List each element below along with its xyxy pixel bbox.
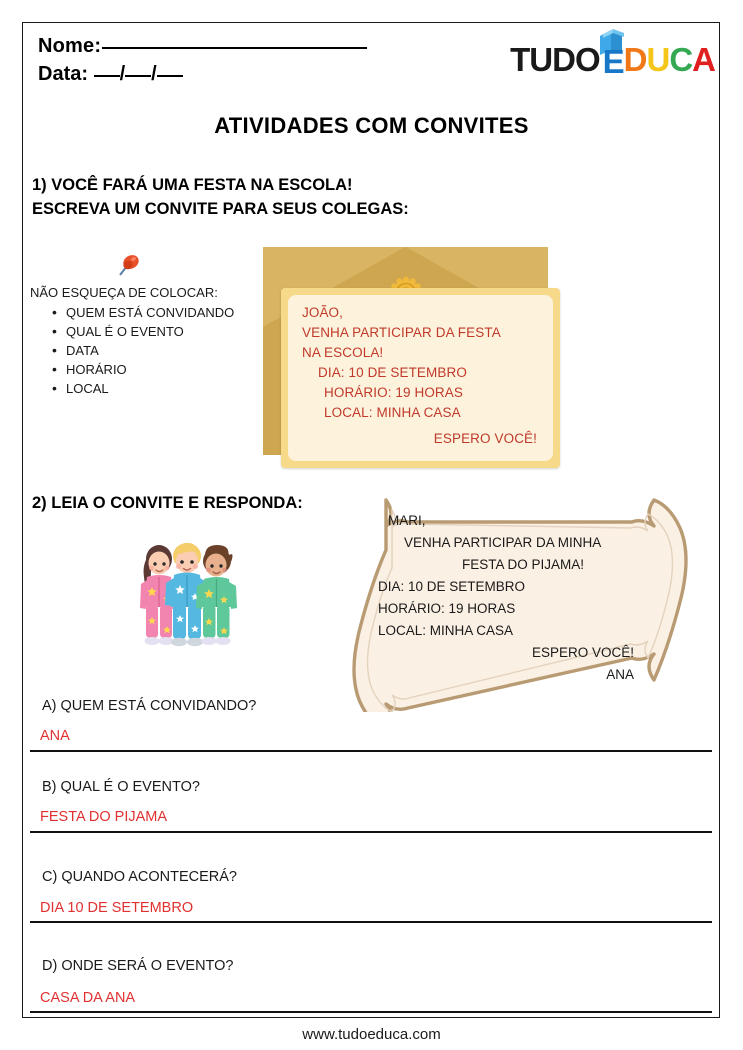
answer-value-b[interactable]: FESTA DO PIJAMA — [40, 809, 168, 825]
invite-card-2-text — [378, 510, 668, 686]
invite2-closing: ESPERO VOCÊ! — [531, 645, 634, 660]
invite2-greeting: MARI, — [388, 513, 426, 528]
logo-text-d: D — [623, 41, 647, 78]
answer-line-d[interactable] — [30, 1011, 712, 1013]
invite-card-1-text — [302, 303, 541, 449]
list-item: • LOCAL — [66, 379, 234, 398]
invite1-local: LOCAL: MINHA CASA — [324, 405, 461, 420]
logo-text-e: E — [602, 43, 624, 80]
invite2-signature: ANA — [606, 667, 634, 682]
name-label: Nome: — [38, 35, 102, 57]
logo-text-c: C — [669, 41, 693, 78]
tudoeduca-logo — [510, 30, 715, 80]
book-icon — [599, 36, 625, 80]
list-item: • QUAL É O EVENTO — [66, 322, 234, 341]
date-month-blank[interactable] — [125, 75, 151, 77]
invite2-line1: VENHA PARTICIPAR DA MINHA — [404, 535, 602, 550]
name-field-row — [38, 35, 367, 58]
invite1-closing: ESPERO VOCÊ! — [433, 431, 537, 446]
question1-line1: 1) VOCÊ FARÁ UMA FESTA NA ESCOLA! — [32, 176, 353, 194]
answer-question-b: B) QUAL É O EVENTO? — [42, 779, 200, 795]
answer-line-c[interactable] — [30, 921, 712, 923]
invite1-horario: HORÁRIO: 19 HORAS — [324, 385, 463, 400]
envelope-illustration — [263, 247, 563, 472]
invite-card-1-paper — [288, 295, 553, 461]
page-title: ATIVIDADES COM CONVITES — [214, 113, 529, 138]
date-sep-2: / — [151, 63, 157, 85]
invite1-line2: NA ESCOLA! — [302, 345, 384, 360]
answer-question-c: C) QUANDO ACONTECERÁ? — [42, 869, 237, 885]
logo-text-tudo: TUDO — [510, 41, 600, 78]
list-item: • HORÁRIO — [66, 360, 234, 379]
invite-card-1 — [281, 288, 560, 468]
answer-line-b[interactable] — [30, 831, 712, 833]
invite1-dia: DIA: 10 DE SETEMBRO — [318, 365, 467, 380]
footer-website: www.tudoeduca.com — [302, 1026, 441, 1043]
date-field-row — [38, 63, 183, 86]
name-blank-line[interactable] — [102, 47, 367, 49]
date-label: Data: — [38, 63, 89, 85]
checklist — [46, 303, 234, 398]
invite2-dia: DIA: 10 DE SETEMBRO — [378, 579, 526, 594]
answer-value-a[interactable]: ANA — [40, 728, 70, 744]
list-item: • QUEM ESTÁ CONVIDANDO — [66, 303, 234, 322]
question1-line2: ESCREVA UM CONVITE PARA SEUS COLEGAS: — [32, 200, 409, 218]
list-item: • DATA — [66, 341, 234, 360]
answer-line-a[interactable] — [30, 750, 712, 752]
pajama-kids-illustration — [125, 525, 250, 650]
invite2-local: LOCAL: MINHA CASA — [378, 623, 514, 638]
date-year-blank[interactable] — [157, 75, 183, 77]
date-sep-1: / — [119, 63, 126, 85]
invite2-line2: FESTA DO PIJAMA! — [461, 557, 585, 572]
invite1-line1: VENHA PARTICIPAR DA FESTA — [302, 325, 501, 340]
invite2-horario: HORÁRIO: 19 HORAS — [378, 601, 516, 616]
checklist-title: NÃO ESQUEÇA DE COLOCAR: — [30, 285, 218, 300]
answer-question-d: D) ONDE SERÁ O EVENTO? — [42, 958, 234, 974]
answer-value-d[interactable]: CASA DA ANA — [40, 990, 136, 1006]
logo-text-a: A — [692, 41, 715, 78]
invite1-greeting: JOÃO, — [302, 305, 344, 320]
date-day-blank[interactable] — [94, 75, 120, 77]
logo-text-u: U — [646, 41, 670, 78]
invite-card-2 — [352, 492, 688, 712]
answer-value-c[interactable]: DIA 10 DE SETEMBRO — [40, 900, 194, 916]
question2-heading: 2) LEIA O CONVITE E RESPONDA: — [32, 494, 303, 512]
pushpin-icon — [112, 252, 142, 282]
answer-question-a: A) QUEM ESTÁ CONVIDANDO? — [42, 698, 257, 714]
